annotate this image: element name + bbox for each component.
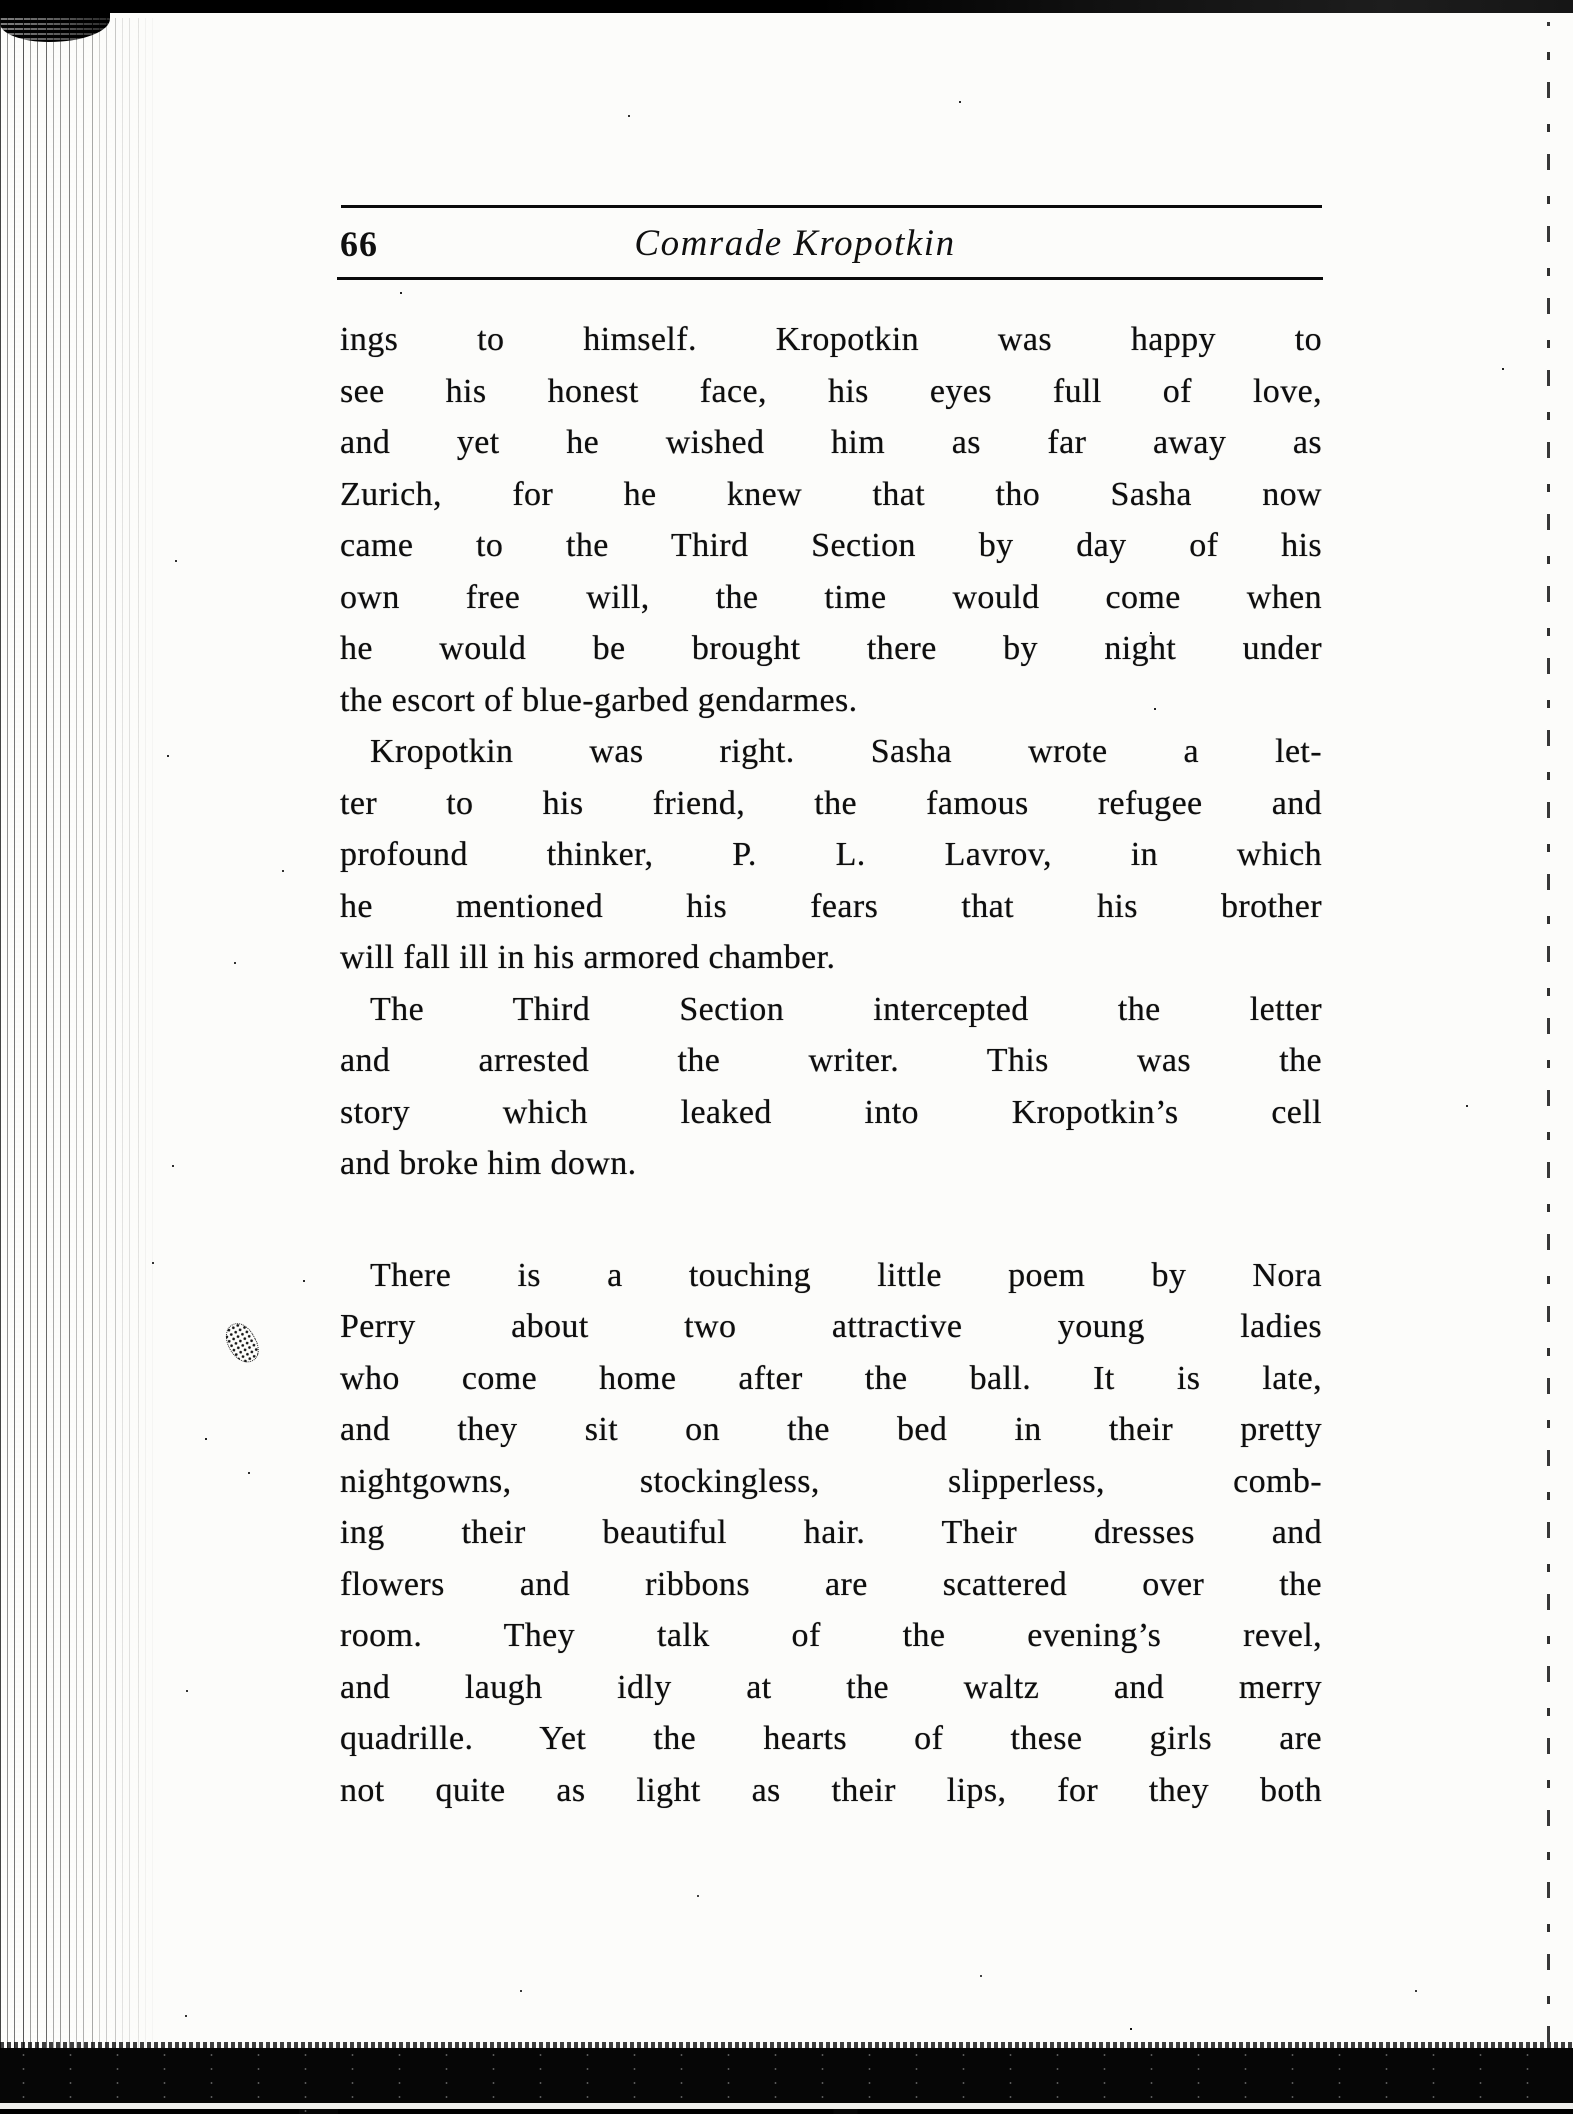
scan-top-edge: [0, 0, 1573, 13]
body-line: story which leaked into Kropotkin’s cell: [340, 1093, 1322, 1131]
body-line: he would be brought there by night under: [340, 630, 1322, 667]
ink-smudge: [220, 1318, 264, 1368]
body-line: The Third Section intercepted the letter: [370, 990, 1322, 1028]
body-line: came to the Third Section by day of his: [340, 527, 1322, 564]
body-line: will fall ill in his armored chamber.: [340, 939, 836, 976]
body-line: flowers and ribbons are scattered over the: [340, 1565, 1322, 1603]
body-line: Zurich, for he knew that tho Sasha now: [340, 475, 1322, 513]
body-line: nightgowns, stockingless, slipperless, comb-: [340, 1462, 1322, 1500]
body-line: ing their beautiful hair. Their dresses and: [340, 1514, 1322, 1551]
body-line: There is a touching little poem by Nora: [370, 1256, 1322, 1294]
body-text: [340, 314, 1322, 1816]
header-rule-bottom: [337, 277, 1323, 280]
scan-gutter-noise: [0, 18, 160, 2048]
body-line: who come home after the ball. It is late,: [340, 1359, 1322, 1397]
body-line: and laugh idly at the waltz and merry: [340, 1668, 1322, 1706]
body-line: Kropotkin was right. Sasha wrote a let-: [370, 733, 1322, 770]
body-line: and they sit on the bed in their pretty: [340, 1411, 1322, 1448]
body-line: see his honest face, his eyes full of love,: [340, 372, 1322, 410]
body-line: and broke him down.: [340, 1145, 637, 1182]
body-line: profound thinker, P. L. Lavrov, in which: [340, 836, 1322, 873]
body-line: and arrested the writer. This was the: [340, 1042, 1322, 1079]
scan-speckle-noise: [0, 0, 2, 2]
body-line: the escort of blue-garbed gendarmes.: [340, 681, 858, 719]
body-line: ter to his friend, the famous refugee and: [340, 784, 1322, 822]
scan-bottom-line: [0, 2109, 1573, 2114]
body-line: he mentioned his fears that his brother: [340, 887, 1322, 925]
scan-right-edge-line: [1547, 22, 1550, 2042]
body-line: own free will, the time would come when: [340, 578, 1322, 616]
header-rule-top: [341, 205, 1322, 208]
body-line: room. They talk of the evening’s revel,: [340, 1617, 1322, 1654]
body-line: and yet he wished him as far away as: [340, 424, 1322, 461]
body-line: not quite as light as their lips, for they both: [340, 1771, 1322, 1809]
page-number: 66: [340, 224, 378, 264]
body-line: Perry about two attractive young ladies: [340, 1308, 1322, 1345]
body-line: ings to himself. Kropotkin was happy to: [340, 321, 1322, 358]
body-line: quadrille. Yet the hearts of these girls are: [340, 1720, 1322, 1757]
running-header-title: Comrade Kropotkin: [634, 223, 956, 264]
